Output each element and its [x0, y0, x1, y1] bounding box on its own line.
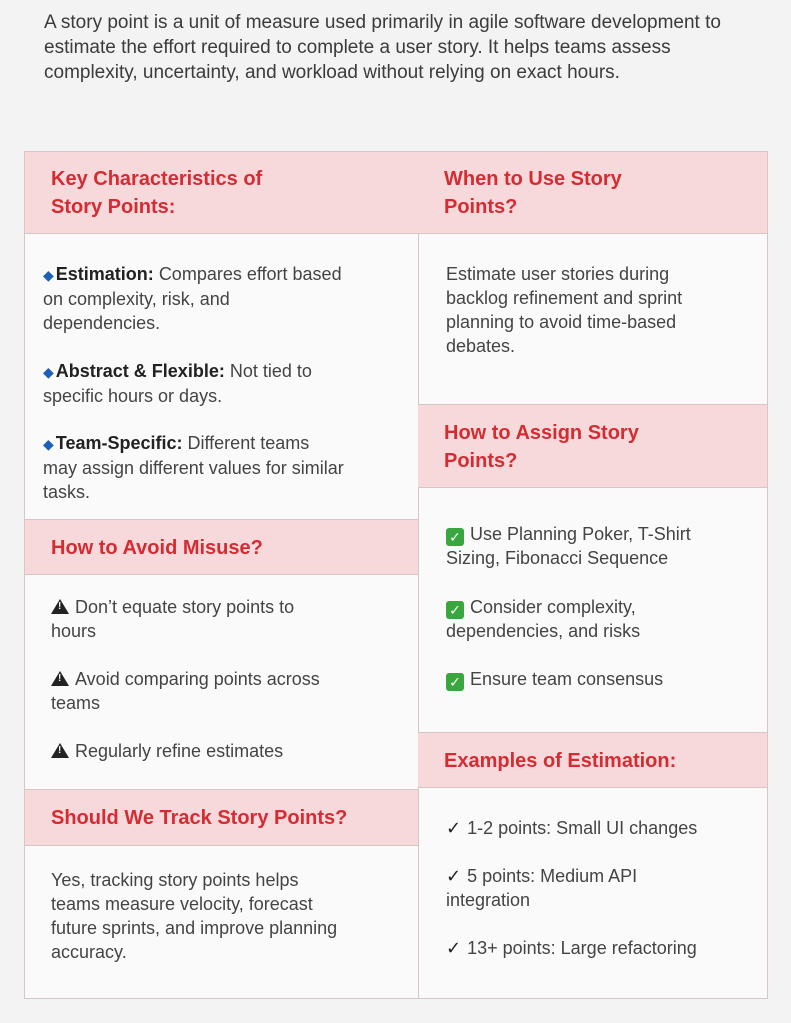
- checkmark-icon: ✓: [446, 866, 462, 886]
- item-term: Abstract & Flexible:: [55, 361, 225, 381]
- item-text: integration: [446, 890, 531, 910]
- story-points-grid: [24, 151, 768, 999]
- list-item: [446, 522, 753, 570]
- track-text-line: Yes, tracking story points helps: [51, 870, 299, 890]
- item-text: Regularly refine estimates: [75, 741, 284, 761]
- item-text: 5 points: Medium API: [467, 866, 638, 886]
- examples-header: [418, 732, 767, 788]
- item-text: Avoid comparing points across: [75, 669, 320, 689]
- item-text: teams: [51, 693, 101, 713]
- item-text: Ensure team consensus: [470, 669, 664, 689]
- blue-diamond-icon: ◆: [43, 436, 54, 452]
- item-text: specific hours or days.: [43, 386, 223, 406]
- check-box-icon: ✓: [446, 601, 464, 619]
- item-text: Not tied to: [229, 361, 312, 381]
- key-characteristics-title-line2: Story Points:: [51, 196, 176, 218]
- list-item: [446, 936, 753, 960]
- list-item: [51, 667, 404, 715]
- intro-paragraph: A story point is a unit of measure used primarily in agile software development to estimate the effort required to complete a user story. It helps teams assess complexity, uncertainty, and workload without relying on exact hours.: [44, 12, 721, 83]
- when-to-use-line: planning to avoid time-based: [446, 312, 677, 332]
- list-item: [446, 667, 753, 691]
- checkmark-icon: ✓: [446, 818, 462, 838]
- key-characteristics-body: [25, 234, 418, 519]
- item-text: Consider complexity,: [470, 597, 636, 617]
- list-item: [51, 739, 404, 763]
- assign-title-line1: How to Assign Story: [444, 422, 639, 444]
- item-text: Different teams: [187, 433, 310, 453]
- item-text: hours: [51, 621, 97, 641]
- item-term: Estimation:: [55, 264, 154, 284]
- assign-header: [418, 404, 767, 488]
- item-text: tasks.: [43, 482, 91, 502]
- track-text-line: future sprints, and improve planning: [51, 918, 338, 938]
- track-text: [51, 868, 404, 964]
- list-item: [51, 595, 404, 643]
- assign-body: [418, 488, 767, 732]
- item-text: 1-2 points: Small UI changes: [467, 818, 698, 838]
- when-to-use-line: backlog refinement and sprint: [446, 288, 683, 308]
- item-text: 13+ points: Large refactoring: [467, 938, 697, 958]
- key-characteristics-header: [25, 152, 418, 234]
- warning-icon: [51, 599, 69, 614]
- list-item: [446, 816, 753, 840]
- checkmark-icon: ✓: [446, 938, 462, 958]
- list-item: [43, 431, 404, 504]
- key-characteristics-title-line1: Key Characteristics of: [51, 168, 263, 190]
- list-item: [446, 595, 753, 643]
- when-to-use-title-line2: Points?: [444, 196, 518, 218]
- when-to-use-title-line1: When to Use Story: [444, 168, 622, 190]
- when-to-use-line: Estimate user stories during: [446, 264, 670, 284]
- when-to-use-header: [418, 152, 767, 234]
- warning-icon: [51, 743, 69, 758]
- track-header: [25, 789, 418, 846]
- blue-diamond-icon: ◆: [43, 267, 54, 283]
- avoid-misuse-header: [25, 519, 418, 575]
- track-text-line: accuracy.: [51, 942, 127, 962]
- left-column: [25, 152, 419, 998]
- blue-diamond-icon: ◆: [43, 364, 54, 380]
- avoid-misuse-title: How to Avoid Misuse?: [51, 537, 263, 559]
- item-text: may assign different values for similar: [43, 458, 344, 478]
- item-text: Compares effort based: [158, 264, 342, 284]
- assign-title-line2: Points?: [444, 450, 518, 472]
- list-item: [43, 262, 404, 335]
- check-box-icon: ✓: [446, 528, 464, 546]
- item-text: Use Planning Poker, T-Shirt: [470, 524, 691, 544]
- check-box-icon: ✓: [446, 673, 464, 691]
- track-text-line: teams measure velocity, forecast: [51, 894, 313, 914]
- when-to-use-line: debates.: [446, 336, 516, 356]
- item-text: Sizing, Fibonacci Sequence: [446, 548, 669, 568]
- item-text: on complexity, risk, and: [43, 289, 230, 309]
- track-title: Should We Track Story Points?: [51, 807, 348, 829]
- item-text: dependencies, and risks: [446, 621, 641, 641]
- examples-body: [418, 788, 767, 998]
- avoid-misuse-body: [25, 575, 418, 789]
- track-body: [25, 846, 418, 998]
- when-to-use-body: [418, 234, 767, 404]
- examples-title: Examples of Estimation:: [444, 750, 677, 772]
- right-column: [418, 152, 767, 998]
- item-text: Don’t equate story points to: [75, 597, 295, 617]
- warning-icon: [51, 671, 69, 686]
- list-item: [446, 864, 753, 912]
- item-term: Team-Specific:: [55, 433, 183, 453]
- list-item: [43, 359, 404, 408]
- when-to-use-text: [446, 262, 753, 358]
- item-text: dependencies.: [43, 313, 161, 333]
